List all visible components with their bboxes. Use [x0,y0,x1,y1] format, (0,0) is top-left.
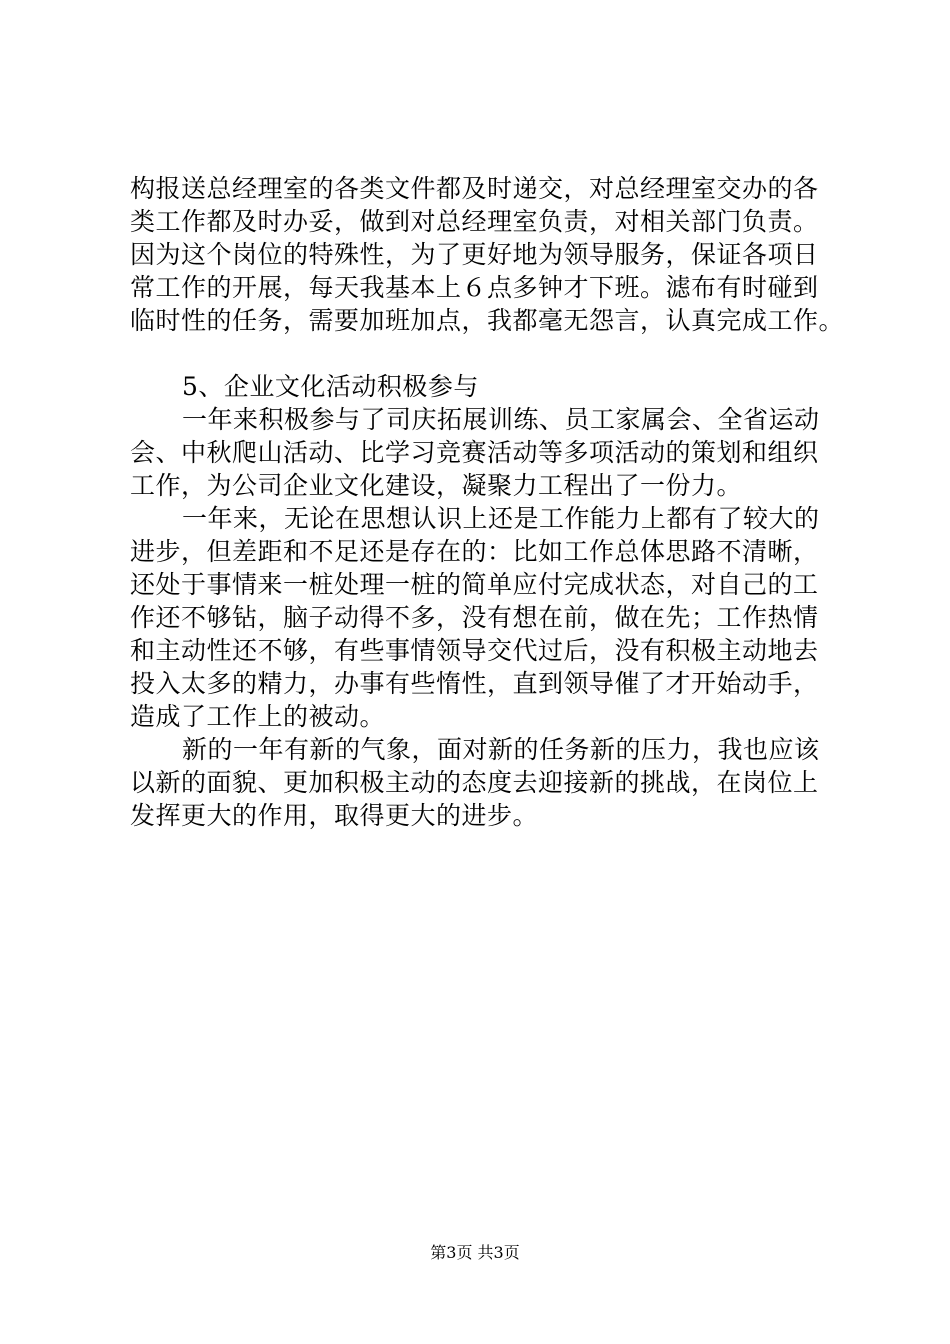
text-line: 临时性的任务，需要加班加点，我都毫无怨言，认真完成工作。 [130,306,845,335]
text-line: 进步，但差距和不足还是存在的：比如工作总体思路不清晰， [130,537,819,566]
text-line: 新的一年有新的气象，面对新的任务新的压力，我也应该 [182,735,820,764]
text-line: 一年来，无论在思想认识上还是工作能力上都有了较大的 [182,504,820,533]
text-line: 作还不够钻，脑子动得不多，没有想在前，做在先；工作热情 [130,603,819,632]
page-number-label: 第3页 共3页 [430,1243,520,1262]
text-line: 一年来积极参与了司庆拓展训练、员工家属会、全省运动 [182,405,820,434]
text-line: 造成了工作上的被动。 [130,702,386,731]
text-line: 以新的面貌、更加积极主动的态度去迎接新的挑战，在岗位上 [130,768,819,797]
text-line: 投入太多的精力，办事有些惰性，直到领导催了才开始动手， [130,669,819,698]
text-line: 构报送总经理室的各类文件都及时递交，对总经理室交办的各 [130,174,819,203]
section-heading [130,370,850,403]
paragraph-activities [130,403,850,502]
text-line: 工作，为公司企业文化建设，凝聚力工程出了一份力。 [130,471,743,500]
paragraph-shortcomings [130,502,850,733]
text-line: 还处于事情来一桩处理一桩的简单应付完成状态，对自己的工 [130,570,819,599]
text-line: 因为这个岗位的特殊性，为了更好地为领导服务，保证各项日 [130,240,819,269]
text-line: 会、中秋爬山活动、比学习竞赛活动等多项活动的策划和组织 [130,438,819,467]
text-line: 常工作的开展，每天我基本上６点多钟才下班。滤布有时碰到 [130,273,819,302]
paragraph-outlook [130,733,850,832]
paragraph-spacer [130,337,850,370]
page-footer [0,1243,950,1263]
heading-line: 5、企业文化活动积极参与 [182,372,479,401]
document-body [130,172,850,832]
text-line: 和主动性还不够，有些事情领导交代过后，没有积极主动地去 [130,636,819,665]
paragraph-continuation [130,172,850,337]
text-line: 发挥更大的作用，取得更大的进步。 [130,801,539,830]
text-line: 类工作都及时办妥，做到对总经理室负责，对相关部门负责。 [130,207,819,236]
